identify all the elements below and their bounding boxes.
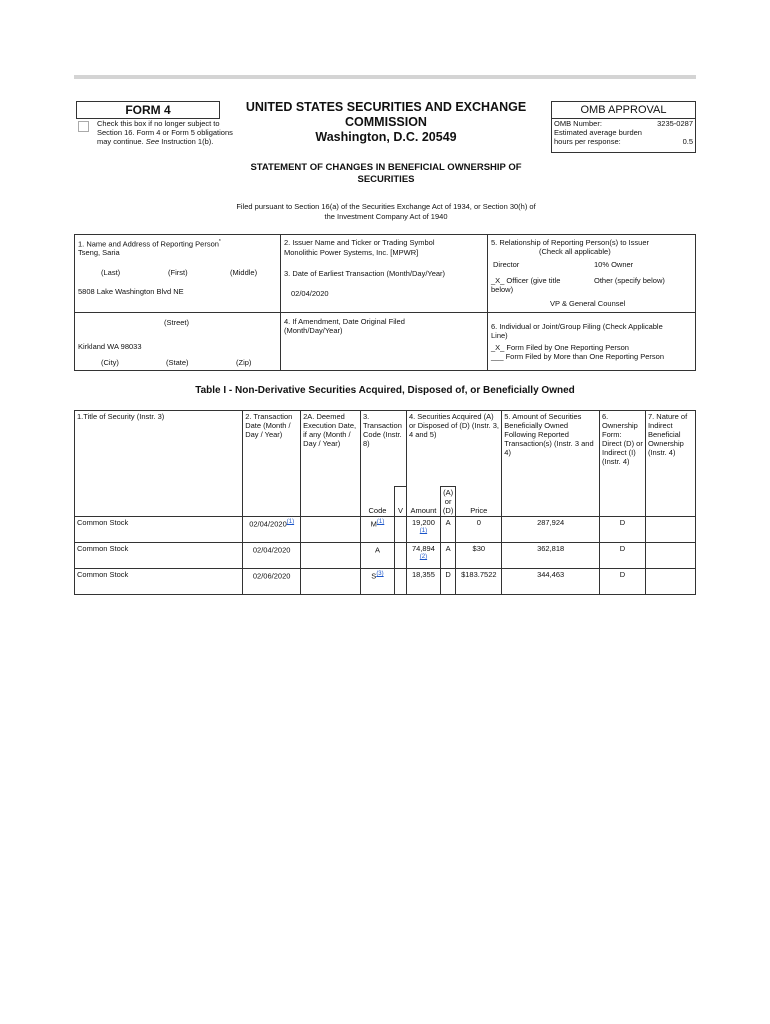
footnote-link[interactable]: (2) <box>419 554 428 560</box>
row-code: $S^{(3)}$ <box>360 569 394 595</box>
row-title: Common Stock <box>75 517 243 543</box>
box5-sublabel: (Check all applicable) <box>539 247 611 256</box>
other-option[interactable]: Other (specify below) <box>594 276 665 285</box>
footnote-link[interactable]: (1) <box>286 519 295 525</box>
statement-title: STATEMENT OF CHANGES IN BENEFICIAL OWNERSHIP OF SECURITIES <box>250 162 522 185</box>
amount-subheader: Amount <box>406 487 440 517</box>
city-state-zip: Kirkland WA 98033 <box>78 342 142 351</box>
row-code: A <box>360 543 394 569</box>
table1-title: Table I - Non-Derivative Securities Acquired, Disposed of, or Beneficially Owned <box>195 385 575 396</box>
row-date: 02/04/2020 <box>243 543 301 569</box>
middle-label: (Middle) <box>230 268 258 277</box>
v-subheader: V <box>394 487 406 517</box>
address-line: 5808 Lake Washington Blvd NE <box>78 287 184 296</box>
footnote-link[interactable]: (1) <box>376 519 385 525</box>
col-deemed-header: 2A. Deemed Execution Date, if any (Month / Day / Year) <box>301 411 361 517</box>
state-label: (State) <box>166 358 189 367</box>
box4-label: 4. If Amendment, Date Original Filed (Month/Day/Year) <box>284 317 405 335</box>
footnote-link[interactable]: (1) <box>419 528 428 534</box>
row-aord: D <box>440 569 455 595</box>
row-nature <box>645 569 695 595</box>
ten-percent-owner-option[interactable]: 10% Owner <box>594 260 634 269</box>
row-v <box>394 569 406 595</box>
row-aord: A <box>440 517 455 543</box>
row-v <box>394 517 406 543</box>
col-owned-header: 5. Amount of Securities Beneficially Owned Following Reported Transaction(s) (Instr. 3 and 4) <box>502 411 600 517</box>
row-form: D <box>600 517 646 543</box>
no-longer-subject-checkbox[interactable] <box>78 121 89 132</box>
col-form-header: 6. Ownership Form: Direct (D) or Indirect (I) (Instr. 4) <box>600 411 646 517</box>
row-form: D <box>600 569 646 595</box>
row-deemed <box>301 517 361 543</box>
first-label: (First) <box>168 268 188 277</box>
single-filer-option[interactable]: _X_ Form Filed by One Reporting Person <box>491 343 629 352</box>
table-row <box>75 543 696 569</box>
box3-label: 3. Date of Earliest Transaction (Month/Day/Year) <box>284 269 446 278</box>
omb-burden-row: Estimated average burden <box>554 128 642 137</box>
officer-option[interactable]: _X_ Officer (give title below) <box>491 276 561 294</box>
col-securities-header: 4. Securities Acquired (A) or Disposed of (D) (Instr. 3, 4 and 5) <box>406 411 501 487</box>
row-deemed <box>301 543 361 569</box>
city-label: (City) <box>101 358 119 367</box>
box5-label: 5. Relationship of Reporting Person(s) to Issuer <box>491 238 649 247</box>
table-row <box>75 517 696 543</box>
row-owned: 287,924 <box>502 517 600 543</box>
row-amount: 74,894 (2) <box>406 543 440 569</box>
table-row <box>75 569 696 595</box>
earliest-transaction-date: 02/04/2020 <box>291 289 329 298</box>
omb-title: OMB APPROVAL <box>552 102 695 119</box>
officer-title: VP & General Counsel <box>550 299 626 308</box>
row-aord: A <box>440 543 455 569</box>
row-date: 02/04/2020$^{(1)}$ <box>243 517 301 543</box>
row-amount: 18,355 <box>406 569 440 595</box>
zip-label: (Zip) <box>236 358 252 367</box>
row-price: $183.7522 <box>456 569 502 595</box>
row-form: D <box>600 543 646 569</box>
form-label: FORM 4 <box>76 101 220 119</box>
issuer-name: Monolithic Power Systems, Inc. [MPWR] <box>284 248 419 257</box>
box6-label: 6. Individual or Joint/Group Filing (Check Applicable Line) <box>491 322 663 340</box>
table-header-row <box>75 411 696 487</box>
row-v <box>394 543 406 569</box>
row-price: $30 <box>456 543 502 569</box>
address-divider <box>74 312 281 313</box>
filing-type-box <box>487 312 696 371</box>
omb-hours-row: hours per response: 0.5 <box>554 137 693 146</box>
row-title: Common Stock <box>75 569 243 595</box>
check-note: Check this box if no longer subject to Section 16. Form 4 or Form 5 obligations may continue. See Instruction 1(b). <box>97 119 233 146</box>
row-price: 0 <box>456 517 502 543</box>
col-nature-header: 7. Nature of Indirect Beneficial Ownership (Instr. 4) <box>645 411 695 517</box>
aord-subheader: (A) or (D) <box>440 487 455 517</box>
row-owned: 362,818 <box>502 543 600 569</box>
top-divider <box>74 75 696 79</box>
row-deemed <box>301 569 361 595</box>
row-nature <box>645 543 695 569</box>
reporting-person-name: Tseng, Saria <box>78 248 120 257</box>
omb-approval-box <box>551 101 696 153</box>
row-code: $M^{(1)}$ <box>360 517 394 543</box>
agency-title: UNITED STATES SECURITIES AND EXCHANGE COMMISSION Washington, D.C. 20549 <box>245 100 527 144</box>
row-nature <box>645 517 695 543</box>
row-owned: 344,463 <box>502 569 600 595</box>
filed-pursuant-note: Filed pursuant to Section 16(a) of the Securities Exchange Act of 1934, or Section 30(h) of the Investment Company Act of 1940 <box>236 202 536 221</box>
footnote-link[interactable]: (3) <box>376 571 384 577</box>
omb-number-row: OMB Number: 3235-0287 <box>554 119 693 128</box>
director-option[interactable]: Director <box>493 260 520 269</box>
non-derivative-table <box>74 410 696 595</box>
street-label: (Street) <box>164 318 190 327</box>
row-amount: 19,200 (1) <box>406 517 440 543</box>
row-date: 02/06/2020 <box>243 569 301 595</box>
col-code-header: 3. Transaction Code (Instr. 8) <box>360 411 406 487</box>
box2-label: 2. Issuer Name and Ticker or Trading Symbol <box>284 238 435 247</box>
box1-label: 1. Name and Address of Reporting Person* <box>78 239 221 249</box>
col-title-header: 1.Title of Security (Instr. 3) <box>75 411 243 517</box>
code-subheader: Code <box>360 487 394 517</box>
row-title: Common Stock <box>75 543 243 569</box>
group-filer-option[interactable]: ___ Form Filed by More than One Reporting Person <box>491 352 665 361</box>
col-date-header: 2. Transaction Date (Month / Day / Year) <box>243 411 301 517</box>
price-subheader: Price <box>456 487 502 517</box>
last-label: (Last) <box>101 268 121 277</box>
